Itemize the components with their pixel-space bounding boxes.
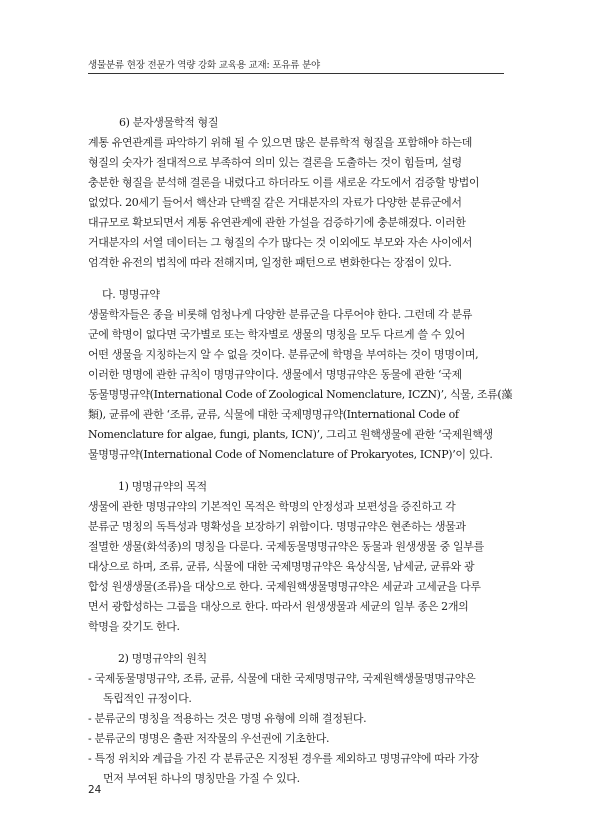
section-heading-principles: 2) 명명규약의 원칙 [118,652,207,665]
section-heading-molecular-traits: 6) 분자생물학적 형질 [119,116,219,129]
paragraph-line: 충분한 형질을 분석해 결론을 내렸다고 하더라도 이를 새로운 각도에서 검증할 방법이 [88,176,480,189]
paragraph-line: 이러한 명명에 관한 규칙이 명명규약이다. 생물에서 명명규약은 동물에 관한 ‘국제 [88,368,462,381]
list-item-continuation: 독립적인 규정이다. [103,692,192,705]
list-item: - 특정 위치와 계급을 가진 각 분류군은 지정된 경우를 제외하고 명명규약에 따라 가장 [88,752,479,765]
paragraph-line: 대상으로 하며, 조류, 균류, 식물에 대한 국제명명규약은 육상식물, 남세균, 균류와 광 [88,560,475,573]
header-divider [88,73,504,74]
page-body [88,113,518,789]
paragraph-line: 대규모로 확보되면서 계통 유연관계에 관한 가설을 검증하기에 충분해졌다. 이러한 [88,216,466,229]
page-number: 24 [88,784,102,796]
paragraph-line: Nomenclature for algae, fungi, plants, ICN)’, 그리고 원핵생물에 관한 ‘국제원핵생 [88,428,493,441]
paragraph-line: 형질의 숫자가 절대적으로 부족하여 의미 있는 결론을 도출하는 것이 힘들며, 설령 [88,156,462,169]
section-heading-purpose: 1) 명명규약의 목적 [118,480,207,493]
paragraph-line: 계통 유연관계를 파악하기 위해 될 수 있으면 많은 분류학적 형질을 포함해야 하는데 [88,136,472,149]
paragraph-line: 거대분자의 서열 데이터는 그 형질의 수가 많다는 것 이외에도 부모와 자손 사이에서 [88,236,472,249]
list-item: - 분류군의 명칭을 적용하는 것은 명명 유형에 의해 결정된다. [88,712,367,725]
paragraph-line: 학명을 갖기도 한다. [88,620,180,633]
paragraph-line: 동물명명규약(International Code of Zoological Nomenclature, ICZN)’, 식물, 조류(藻 [88,388,513,401]
paragraph-line: 類), 균류에 관한 ‘조류, 균류, 식물에 대한 국제명명규약(International Code of [88,408,459,421]
paragraph-line: 생물에 관한 명명규약의 기본적인 목적은 학명의 안정성과 보편성을 증진하고 각 [88,500,456,513]
paragraph-line: 군에 학명이 없다면 국가별로 또는 학자별로 생물의 명칭을 모두 다르게 쓸 수 있어 [88,328,465,341]
paragraph-line: 절멸한 생물(화석종)의 명칭을 다룬다. 국제동물명명규약은 동물과 원생생물 중 일부를 [88,540,484,553]
list-item: - 국제동물명명규약, 조류, 균류, 식물에 대한 국제명명규약, 국제원핵생물명명규약은 [88,672,476,685]
paragraph-line: 물명명규약(International Code of Nomenclature of Prokaryotes, ICNP)’이 있다. [88,448,493,461]
list-item: - 분류군의 명명은 출판 저작물의 우선권에 기초한다. [88,732,330,745]
paragraph-line: 없었다. 20세기 들어서 핵산과 단백질 같은 거대분자의 자료가 다양한 분류군에서 [88,196,462,209]
running-header: 생물분류 현장 전문가 역량 강화 교육용 교재: 포유류 분야 [88,60,321,71]
list-item-continuation: 먼저 부여된 하나의 명칭만을 가질 수 있다. [103,772,300,785]
paragraph-line: 합성 원생생물(조류)을 대상으로 한다. 국제원핵생물명명규약은 세균과 고세균을 다루 [88,580,481,593]
paragraph-line: 면서 광합성하는 그룹을 대상으로 한다. 따라서 원생생물과 세균의 일부 종은 2개의 [88,600,469,613]
paragraph-line: 생물학자들은 종을 비롯해 엄청나게 다양한 분류군을 다루어야 한다. 그런데 각 분류 [88,308,472,321]
section-heading-nomenclature: 다. 명명규약 [102,288,160,301]
paragraph-line: 어떤 생물을 지칭하는지 알 수 없을 것이다. 분류군에 학명을 부여하는 것이 명명이며, [88,348,479,361]
paragraph-line: 엄격한 유전의 법칙에 따라 전해지며, 일정한 패턴으로 변화한다는 장점이 있다. [88,256,452,269]
paragraph-line: 분류군 명칭의 독특성과 명확성을 보장하기 위함이다. 명명규약은 현존하는 생물과 [88,520,466,533]
